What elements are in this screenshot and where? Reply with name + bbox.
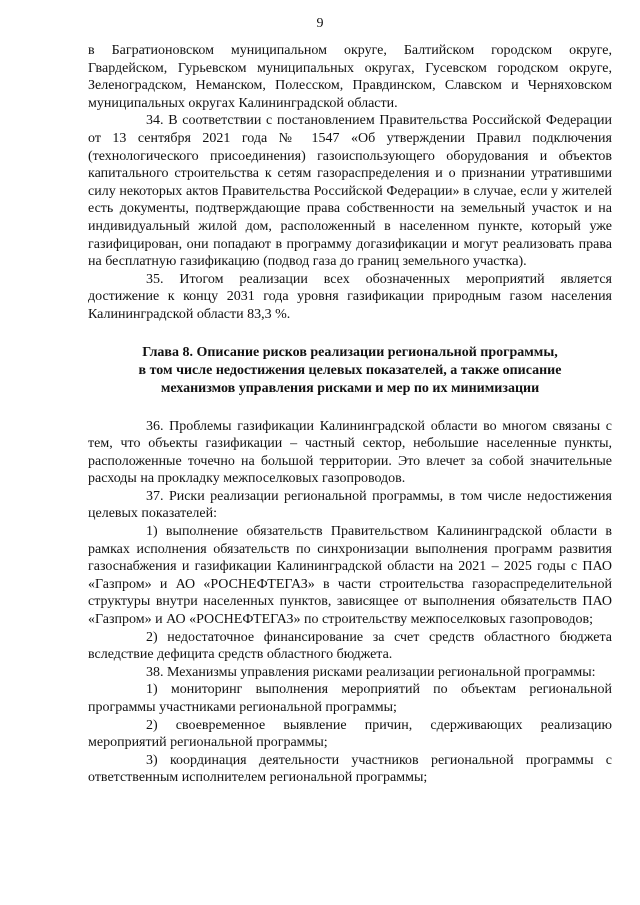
chapter-heading-line-3: механизмов управления рисками и мер по их минимизации xyxy=(160,380,540,396)
document-body xyxy=(88,42,612,787)
list-item-38-2: 2) своевременное выявление причин, сдерживающих реализацию мероприятий региональной программы; xyxy=(88,717,612,751)
chapter-8-heading xyxy=(88,344,612,398)
list-item-37-2: 2) недостаточное финансирование за счет средств областного бюджета вследствие дефицита средств областного бюджета. xyxy=(88,629,612,663)
paragraph-35: 35. Итогом реализации всех обозначенных мероприятий является достижение к концу 2031 года уровня газификации природным газом населения Калининградской области 83,3 %. xyxy=(88,271,612,322)
paragraph-37: 37. Риски реализации региональной программы, в том числе недостижения целевых показателей: xyxy=(88,488,612,522)
paragraph-36: 36. Проблемы газификации Калининградской области во многом связаны с тем, что объекты газификации – частный сектор, небольшие населенные пункты, расположенные точечно на большой территории. Это влечет за собой значительные расходы на прокладку межпоселковых газопроводов. xyxy=(88,418,612,487)
paragraph-municipal-list: в Багратионовском муниципальном округе, Балтийском городском округе, Гвардейском, Гурьевском муниципальных округах, Гусевском городском округе, Зеленоградском, Неманском, Полесском, Правдинском, Славском и Черняховском муниципальных округах Калининградской области. xyxy=(88,43,612,111)
page-number: 9 xyxy=(316,16,324,31)
paragraph-34: 34. В соответствии с постановлением Правительства Российской Федерации от 13 сентября 2021 года № 1547 «Об утверждении Правил подключения (технологического присоединения) газоиспользующего оборудования и объектов капитального строительства к сетям газораспределения и о признании утратившими силу некоторых актов Правительства Российской Федерации» в случае, если у жителей есть документы, подтверждающие права собственности на земельный участок и на индивидуальный жилой дом, расположенный в населенном пункте, который уже газифицирован, они попадают в программу догазификации и могут реализовать права на бесплатную газификацию (подвод газа до границ земельного участка). xyxy=(88,113,612,270)
list-item-38-3: 3) координация деятельности участников региональной программы с ответственным исполнителем региональной программы; xyxy=(88,752,612,786)
chapter-heading-line-2: в том числе недостижения целевых показателей, а также описание xyxy=(138,362,562,378)
paragraph-38: 38. Механизмы управления рисками реализации региональной программы: xyxy=(146,664,596,680)
chapter-heading-line-1: Глава 8. Описание рисков реализации региональной программы, xyxy=(142,344,558,360)
list-item-38-1: 1) мониторинг выполнения мероприятий по объектам региональной программы участниками региональной программы; xyxy=(88,682,612,715)
list-item-37-1: 1) выполнение обязательств Правительством Калининградской области в рамках исполнения обязательств по синхронизации выполнения программ развития газоснабжения и газификации Калининградской области на 2021 – 2025 годы с ПАО «Газпром» и АО «РОСНЕФТЕГАЗ» в части строительства газораспределительной структуры внутри населенных пунктов, зависящее от выполнения обязательств ПАО «Газпром» и АО «РОСНЕФТЕГАЗ» по строительству межпоселковых газопроводов; xyxy=(88,524,612,628)
